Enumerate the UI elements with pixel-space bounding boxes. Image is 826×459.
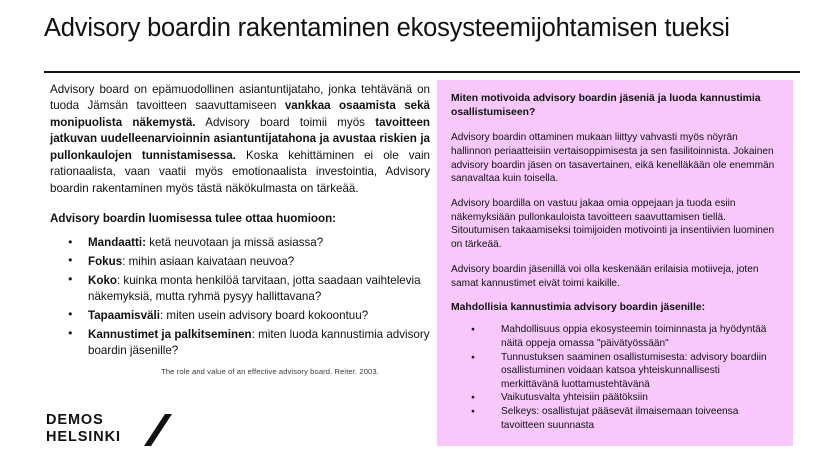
incentives-list (451, 323, 779, 432)
list-item (50, 327, 430, 360)
list-item: ● Selkeys: osallistujat pääsevät ilmaisemaan toiveensa tavoitteen suunnasta (451, 405, 779, 432)
logo-line-1: DEMOS (46, 412, 104, 428)
logo-line-2: HELSINKI (46, 429, 121, 446)
panel-paragraph: Advisory boardilla on vastuu jakaa omia oppejaan ja tuoda esiin näkemyksiään pullonkauloista tavoitteen saavuttamisen tiellä. Sitoutumisen takaamiseksi toimijoiden motivointi ja insentiivien luominen on tärkeää. (451, 197, 775, 251)
list-item (50, 308, 430, 325)
panel-subheading: Mahdollisia kannustimia advisory boardin jäsenille: (451, 302, 706, 314)
panel-heading: Miten motivoida advisory boardin jäseniä ja luoda kannustimia osallistumiseen? (451, 93, 761, 119)
list-item: ● Vaikutusvalta yhteisiin päätöksiin (451, 391, 779, 404)
intro-text-1: Advisory board on epämuodollinen asiantuntijataho, jonka tehtävänä on tuoda Jämsän tavoitteen saavuttamiseen (50, 83, 430, 113)
list-item-label: Koko (88, 273, 117, 287)
title-divider (44, 71, 800, 73)
list-item-text: : miten usein advisory board kokoontuu? (159, 308, 369, 322)
intro-text-3: Koska kehittäminen ei ole vain rationaalista, vaan vaatii myös emotionaalista investointia, Advisory boardin rakentaminen myös tästä näkökulmasta on tärkeää. (50, 148, 430, 195)
list-item: ● Tunnustuksen saaminen osallistumisesta: advisory boardiin osallistuminen voidaan katsoa yhteiskunnallisesti merkittävänä luottamustehtävänä (451, 351, 779, 391)
list-item (50, 273, 430, 306)
list-item-label: Fokus (88, 254, 123, 268)
panel-paragraph: Advisory boardin ottaminen mukaan liittyy vahvasti myös nöyrän hallinnon periaatteisiin vertaisoppimisesta ja sen fasilitoinnista. Jokainen advisory boardin jäsen on tasavertainen, eikä kenelläkään ole enemmän sanavaltaa kuin toisella. (451, 132, 775, 185)
intro-paragraph (50, 82, 430, 197)
panel-paragraph: Advisory boardin jäsenillä voi olla keskenään erilaisia motiiveja, joten samat kannustimet eivät toimi kaikille. (451, 263, 759, 289)
list-item-text: : mihin asiaan kaivataan neuvoa? (122, 254, 295, 268)
demos-helsinki-logo (46, 412, 196, 452)
list-item: ● Mahdollisuus oppia ekosysteemin toiminnasta ja hyödyntää näitä oppeja omassa "päivätyössään" (451, 323, 779, 350)
list-item-label: Mandaatti: (88, 236, 146, 250)
list-item-text: ketä neuvotaan ja missä asiassa? (145, 236, 324, 250)
intro-text-2: Advisory board toimii myös (195, 115, 376, 129)
intro-bold-1: vankkaa osaamista sekä monipuolista näkemystä. (50, 99, 430, 129)
list-item-label: Tapaamisväli (88, 308, 160, 322)
considerations-list (50, 235, 430, 360)
incentives-panel (437, 80, 793, 446)
diagonal-slash-icon (143, 412, 173, 448)
left-column (50, 82, 430, 376)
logo-wordmark (46, 412, 121, 446)
list-item (50, 254, 430, 271)
source-citation: The role and value of an effective advisory board. Reiter. 2003. (161, 367, 379, 377)
left-subheading: Advisory boardin luomisessa tulee ottaa huomioon: (50, 212, 337, 226)
list-item (50, 235, 430, 252)
list-item-text: : miten luoda kannustimia advisory boardin jäsenille? (88, 327, 430, 358)
page-title: Advisory boardin rakentaminen ekosysteemijohtamisen tueksi (44, 14, 730, 42)
intro-bold-2: tavoitteen jatkuvan uudelleenarvioinnin asiantuntijatahona ja avustaa riskien ja pullonkaulojen tunnistamisessa. (50, 115, 430, 162)
list-item-text: : kuinka monta henkilöä tarvitaan, jotta saadaan vaihtelevia näkemyksiä, mutta ryhmä pysyy hallittavana? (88, 273, 421, 304)
list-item-label: Kannustimet ja palkitseminen (88, 327, 252, 341)
